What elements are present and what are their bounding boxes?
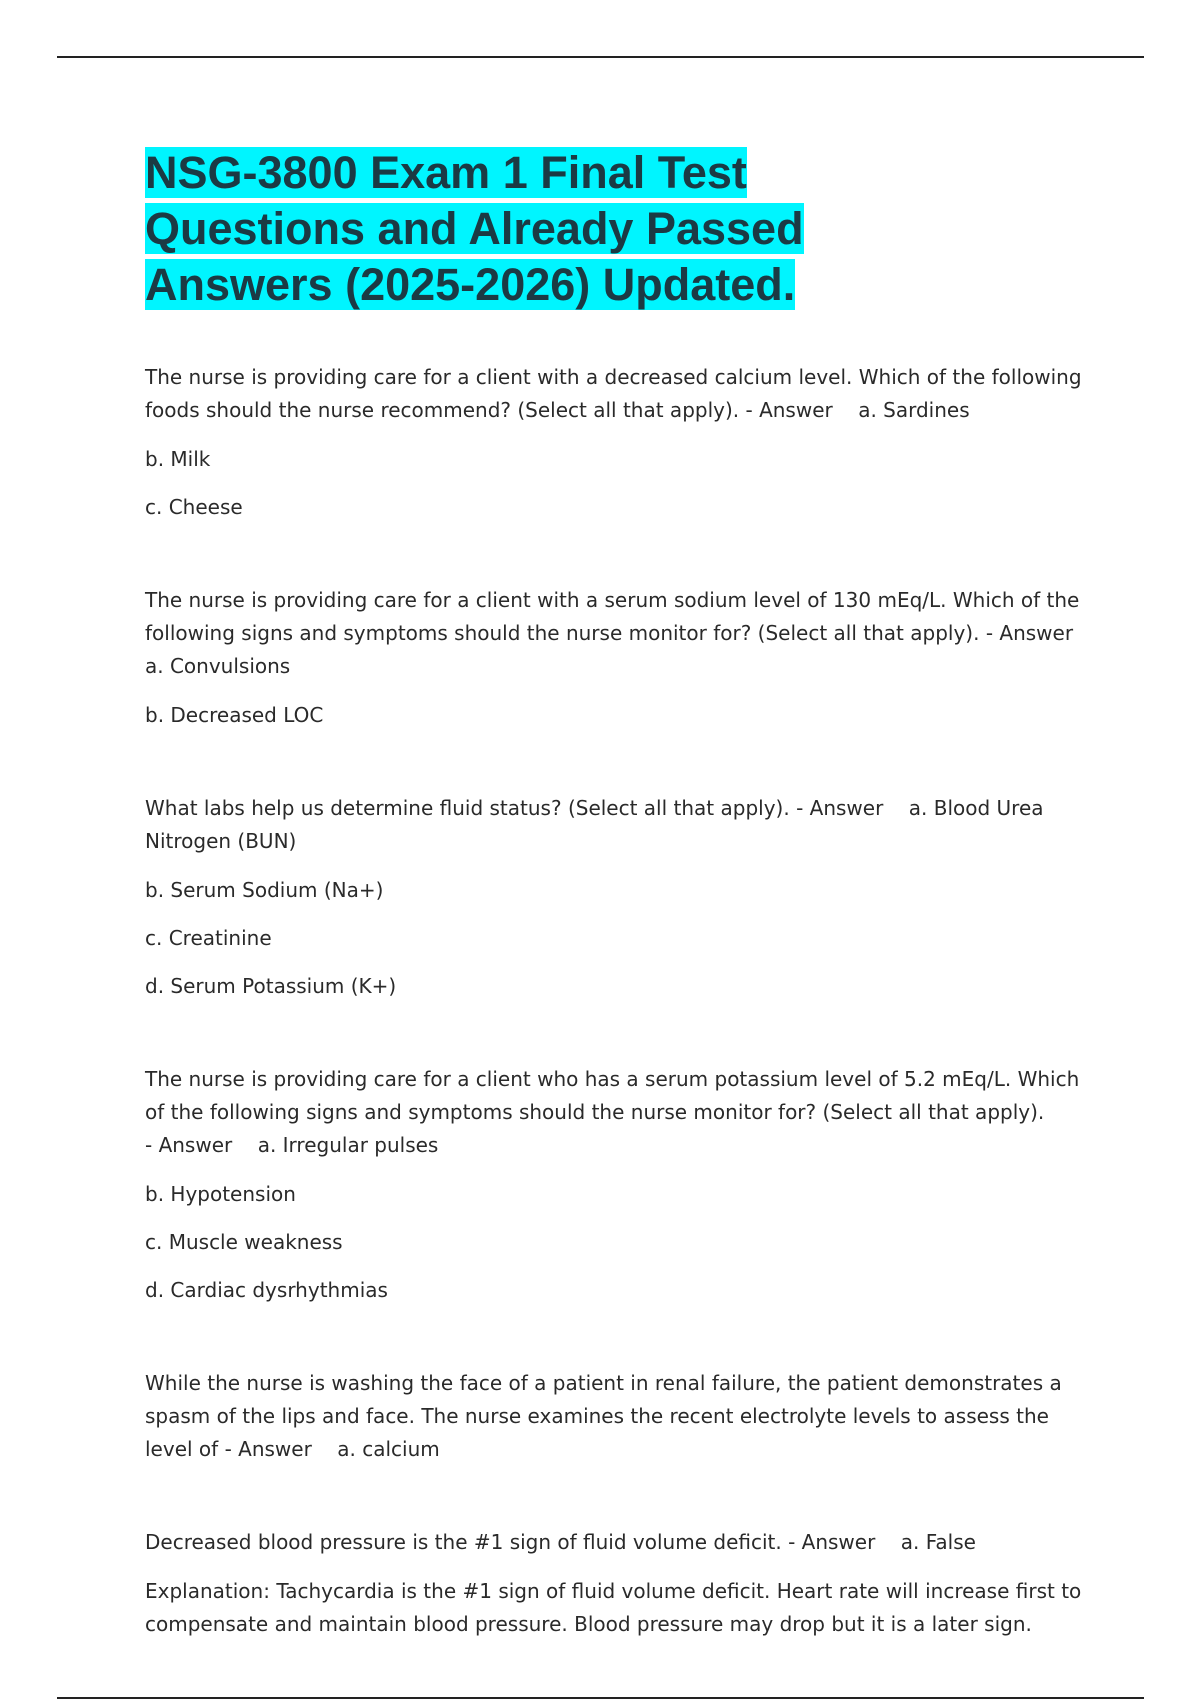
question-block (145, 584, 1100, 732)
answer-label: - Answer (985, 621, 1074, 645)
page-title (145, 145, 905, 313)
question-text (145, 792, 1100, 858)
question-list (145, 361, 1100, 1641)
question-text (145, 1526, 1100, 1559)
question-stem: Decreased blood pressure is the #1 sign of fluid volume deficit. (145, 1530, 782, 1554)
answer-option: a. Sardines (858, 398, 970, 422)
answer-label: - Answer (788, 1530, 876, 1554)
top-rule (57, 56, 1144, 58)
question-text (145, 361, 1100, 427)
question-block (145, 1367, 1100, 1466)
answer-option: d. Serum Potassium (K+) (145, 974, 397, 998)
page-title-text: NSG-3800 Exam 1 Final Test Questions and Already Passed Answers (2025-2026) Updated. (145, 147, 804, 310)
answer-label: - Answer (745, 398, 833, 422)
document-body (145, 145, 1100, 1656)
question-block (145, 792, 1100, 1003)
question-stem: What labs help us determine fluid status? (Select all that apply). (145, 796, 790, 820)
answer-option: a. Convulsions (145, 654, 291, 678)
answer-label: - Answer (796, 796, 884, 820)
answer-option: a. Irregular pulses (257, 1133, 439, 1157)
bottom-rule (57, 1697, 1144, 1699)
answer-option: b. Decreased LOC (145, 703, 324, 727)
question-stem: The nurse is providing care for a client with a decreased calcium level. Which of the following foods should the nurse recommend? (Select all that apply). (145, 365, 1082, 422)
answer-option: b. Serum Sodium (Na+) (145, 878, 384, 902)
question-block (145, 361, 1100, 524)
question-stem: The nurse is providing care for a client with a serum sodium level of 130 mEq/L. Which of the following signs and symptoms should the nurse monitor for? (Select all that apply). (145, 588, 1080, 645)
answer-label: - Answer (145, 1133, 233, 1157)
answer-option: c. Creatinine (145, 926, 272, 950)
question-block (145, 1063, 1100, 1307)
answer-option: c. Cheese (145, 495, 243, 519)
answer-option: d. Cardiac dysrhythmias (145, 1278, 388, 1302)
answer-option: b. Milk (145, 447, 211, 471)
question-block (145, 1526, 1100, 1641)
answer-option: c. Muscle weakness (145, 1230, 343, 1254)
question-text (145, 1367, 1100, 1466)
answer-option: b. Hypotension (145, 1182, 296, 1206)
question-stem: While the nurse is washing the face of a patient in renal failure, the patient demonstrates a spasm of the lips and face. The nurse examines the recent electrolyte levels to assess the level of (145, 1371, 1062, 1461)
answer-option: a. calcium (337, 1437, 440, 1461)
question-stem: The nurse is providing care for a client who has a serum potassium level of 5.2 mEq/L. Which of the following signs and symptoms should the nurse monitor for? (Select all that apply). (145, 1067, 1080, 1124)
answer-explanation: Explanation: Tachycardia is the #1 sign of fluid volume deficit. Heart rate will increase first to compensate and maintain blood pressure. Blood pressure may drop but it is a later sign. (145, 1579, 1082, 1636)
answer-option: a. False (900, 1530, 976, 1554)
question-text (145, 584, 1100, 683)
answer-option: a. Blood Urea Nitrogen (BUN) (145, 796, 1044, 853)
answer-label: - Answer (224, 1437, 312, 1461)
question-text (145, 1063, 1100, 1162)
